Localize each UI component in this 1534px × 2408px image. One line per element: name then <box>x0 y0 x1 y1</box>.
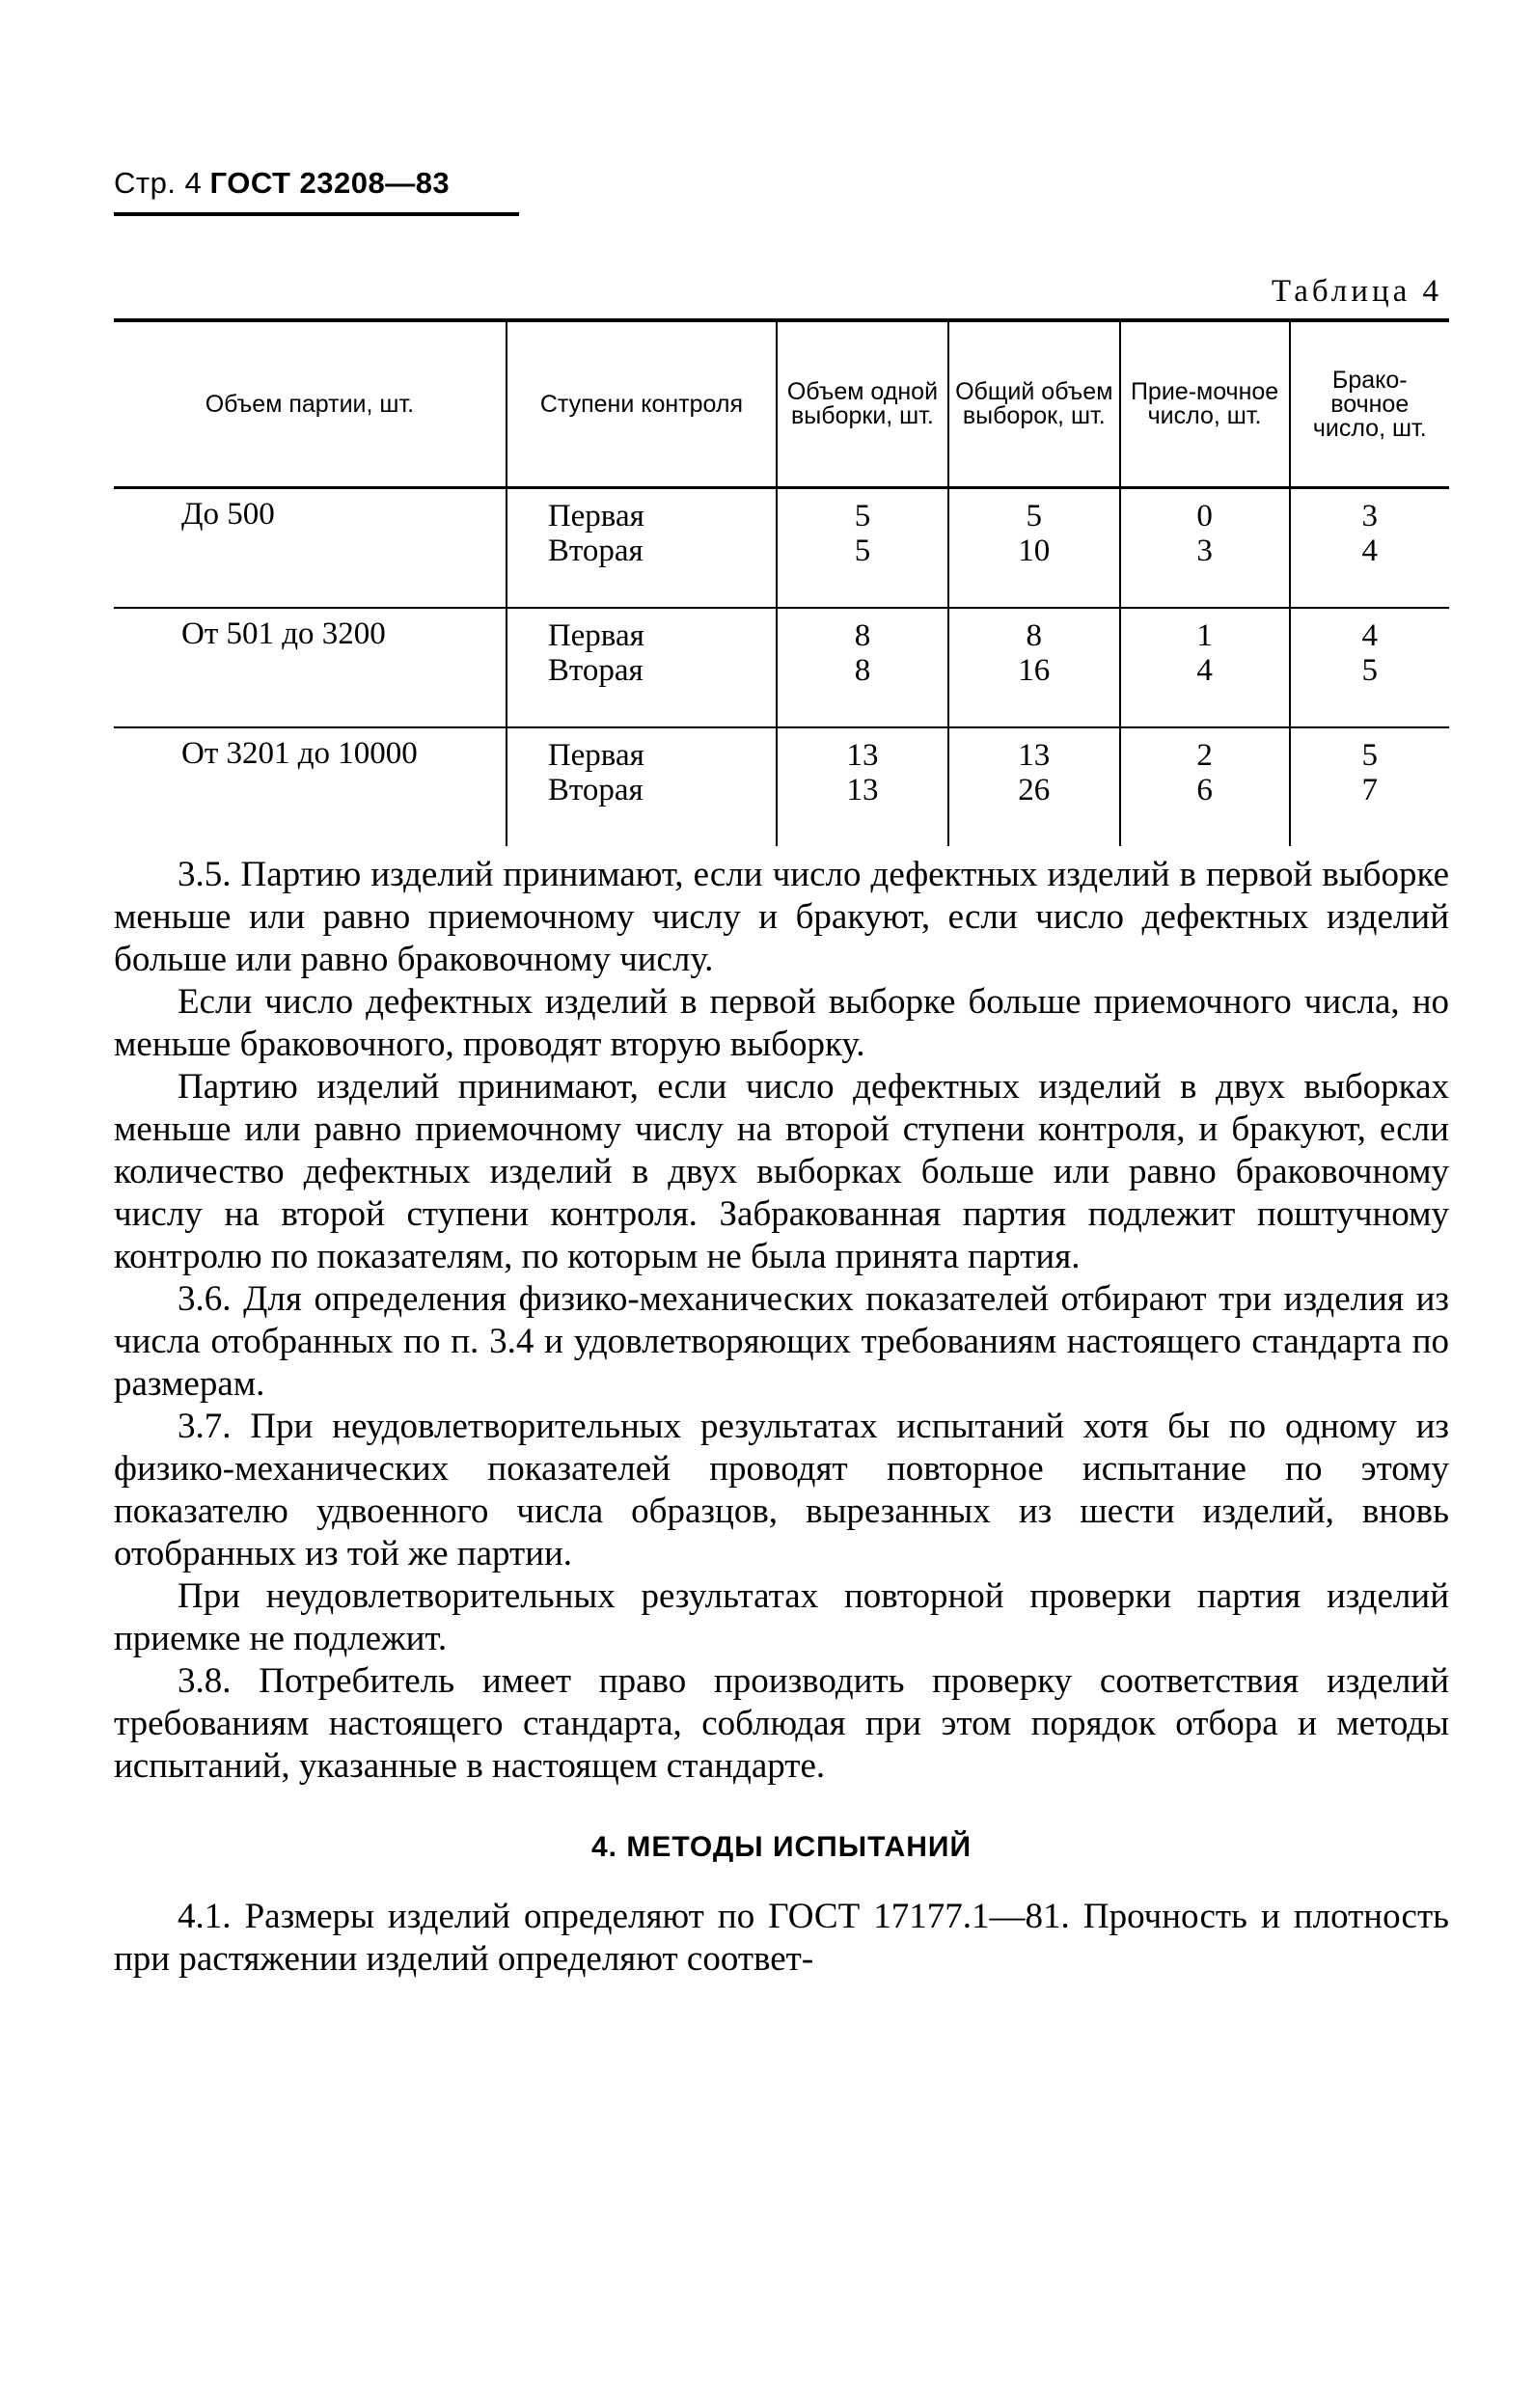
paragraph-3-5: 3.5. Партию изделий принимают, если число дефектных изделий в первой выборке меньше или равно приемочному числу и бракуют, если число дефектных изделий больше или равно браковочному числу. <box>114 855 1449 979</box>
page-header <box>114 166 450 201</box>
total-cell: 13 26 <box>948 727 1120 846</box>
col-header-acceptance-number: Прие-мочное число, шт. <box>1120 320 1290 488</box>
total-cell: 8 16 <box>948 608 1120 727</box>
sample-cell: 8 8 <box>777 608 948 727</box>
accept-cell: 1 4 <box>1120 608 1290 727</box>
reject-cell: 4 5 <box>1290 608 1449 727</box>
standard-number: ГОСТ 23208—83 <box>209 166 451 200</box>
party-volume-cell: До 500 <box>114 488 507 609</box>
total-cell: 5 10 <box>948 488 1120 609</box>
paragraph-3-7-repeat: При неудовлетворительных результатах повторной проверки партия изделий приемке не подлежит. <box>114 1576 1449 1658</box>
party-volume-cell: От 501 до 3200 <box>114 608 507 727</box>
table-row <box>114 608 1449 727</box>
paragraph-3-7: 3.7. При неудовлетворительных результатах испытаний хотя бы по одному из физико-механических показателей проводят повторное испытание по этому показателю удвоенного числа образцов, вырезанных из шести изделий, вновь отобранных из той же партии. <box>114 1407 1449 1573</box>
page-number: Стр. 4 <box>114 166 203 200</box>
table-row <box>114 727 1449 846</box>
accept-cell: 0 3 <box>1120 488 1290 609</box>
sampling-table <box>114 318 1449 846</box>
section-4-title: 4. МЕТОДЫ ИСПЫТАНИЙ <box>591 1831 972 1863</box>
stage-cell: Первая Вторая <box>507 608 777 727</box>
table-row <box>114 488 1449 609</box>
body-text <box>114 854 1449 1981</box>
paragraph-3-5-second-sample: Если число дефектных изделий в первой выборке больше приемочного числа, но меньше браковочного, проводят вторую выборку. <box>114 982 1449 1064</box>
party-volume-cell: От 3201 до 10000 <box>181 736 418 771</box>
paragraph-3-5-acceptance: Партию изделий принимают, если число дефектных изделий в двух выборках меньше или равно приемочному числу на второй ступени контроля, и бракуют, если количество дефектных изделий в двух выборках больше или равно браковочному числу на второй ступени контроля. Забракованная партия подлежит поштучному контролю по показателям, по которым не была принята партия. <box>114 1067 1449 1276</box>
col-header-sample-size: Объем одной выборки, шт. <box>777 320 948 488</box>
sample-cell: 5 5 <box>777 488 948 609</box>
reject-cell: 5 7 <box>1290 727 1449 846</box>
stage-cell: Первая Вторая <box>507 727 777 846</box>
paragraph-3-8: 3.8. Потребитель имеет право производить проверку соответствия изделий требованиям настоящего стандарта, соблюдая при этом порядок отбора и методы испытаний, указанные в настоящем стандарте. <box>114 1661 1449 1786</box>
col-header-total-sample: Общий объем выборок, шт. <box>948 320 1120 488</box>
col-header-rejection-number: Брако-вочное число, шт. <box>1290 320 1449 488</box>
stage-cell: Первая Вторая <box>507 488 777 609</box>
col-header-control-stages: Ступени контроля <box>507 320 777 488</box>
col-header-party-volume: Объем партии, шт. <box>114 320 507 488</box>
table-header-row <box>114 320 1449 488</box>
header-rule <box>114 212 519 216</box>
reject-cell: 3 4 <box>1290 488 1449 609</box>
sample-cell: 13 13 <box>777 727 948 846</box>
table-caption: Таблица 4 <box>1271 274 1442 309</box>
paragraph-4-1: 4.1. Размеры изделий определяют по ГОСТ 17177.1—81. Прочность и плотность при растяжении изделий определяют соответ- <box>114 1897 1449 1979</box>
accept-cell: 2 6 <box>1120 727 1290 846</box>
paragraph-3-6: 3.6. Для определения физико-механических показателей отбирают три изделия из числа отобранных по п. 3.4 и удовлетворяющих требованиям настоящего стандарта по размерам. <box>114 1279 1449 1404</box>
